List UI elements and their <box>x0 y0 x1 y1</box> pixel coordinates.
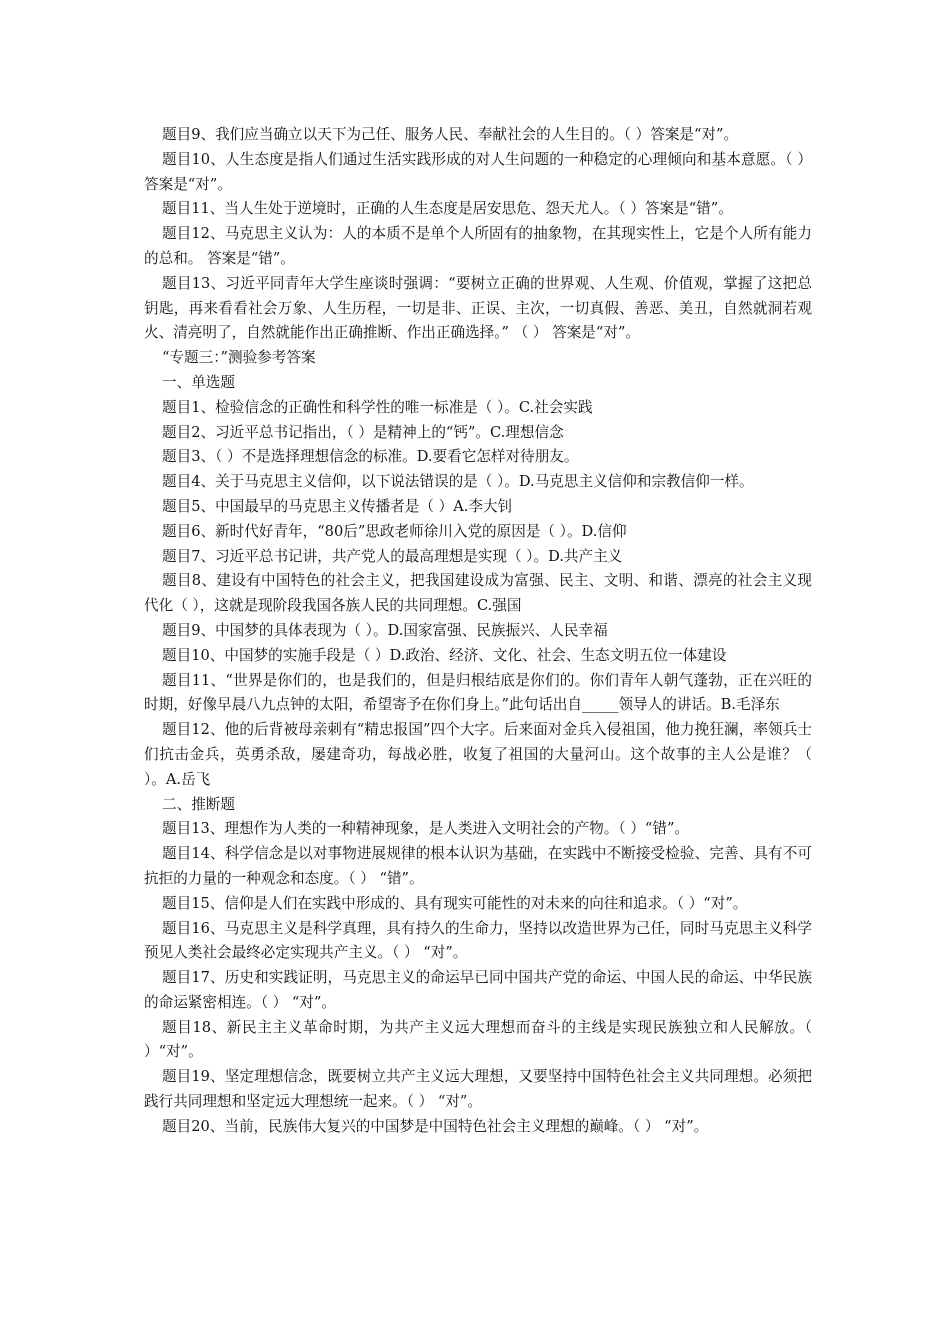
document-body <box>144 123 817 1140</box>
paragraph-q12-human-essence: 题目12、马克思主义认为：人的本质不是单个人所固有的抽象物，在其现实性上，它是个人所有能力的总和。 答案是“错”。 <box>144 225 812 267</box>
paragraph-q9-life-purpose: 题目9、我们应当确立以天下为己任、服务人民、奉献社会的人生目的。（ ）答案是“对”。 <box>162 126 739 143</box>
paragraph-sc-q3: 题目3、（ ）不是选择理想信念的标准。D.要看它怎样对待朋友。 <box>162 448 579 466</box>
paragraph-sc-q11: 题目11、“世界是你们的，也是我们的，但是归根结底是你们的。你们青年人朝气蓬勃，正在兴旺的时期，好像早晨八九点钟的太阳，希望寄予在你们身上。”此句话出自_____领导人的讲话。B.毛泽东 <box>144 671 812 714</box>
paragraph-tf-q16: 题目16、马克思主义是科学真理，具有持久的生命力，坚持以改造世界为己任，同时马克思主义科学预见人类社会最终必定实现共产主义。（ ） “对”。 <box>144 919 812 962</box>
paragraph-sc-q6: 题目6、新时代好青年，“80后”思政老师徐川入党的原因是（ ）。D.信仰 <box>162 522 627 540</box>
paragraph-tf-q19: 题目19、坚定理想信念，既要树立共产主义远大理想，又要坚持中国特色社会主义共同理想。必须把践行共同理想和坚定远大理想统一起来。（ ） “对”。 <box>144 1068 812 1111</box>
paragraph-sc-q5: 题目5、中国最早的马克思主义传播者是（ ）A.李大钊 <box>162 497 513 515</box>
section-heading-topic-three: “专题三：”测验参考答案 <box>162 349 316 367</box>
paragraph-tf-q14: 题目14、科学信念是以对事物进展规律的根本认识为基础，在实践中不断接受检验、完善、具有不可抗拒的力量的一种观念和态度。（ ） “错”。 <box>144 845 812 887</box>
paragraph-sc-q8: 题目8、建设有中国特色的社会主义，把我国建设成为富强、民主、文明、和谐、漂亮的社会主义现代化（ ），这就是现阶段我国各族人民的共同理想。C.强国 <box>144 572 812 615</box>
paragraph-tf-q17: 题目17、历史和实践证明，马克思主义的命运早已同中国共产党的命运、中国人民的命运、中华民族的命运紧密相连。（ ） “对”。 <box>144 969 812 1011</box>
paragraph-sc-q12: 题目12、他的后背被母亲刺有“精忠报国”四个大字。后来面对金兵入侵祖国，他力挽狂澜，率领兵士们抗击金兵，英勇杀敌，屡建奇功，每战必胜，收复了祖国的大量河山。这个故事的主人公是谁？（ ）。A.岳飞 <box>144 721 817 788</box>
paragraph-q10-life-attitude: 题目10、人生态度是指人们通过生活实践形成的对人生问题的一种稳定的心理倾向和基本意愿。（ ）答案是“对”。 <box>144 150 812 193</box>
paragraph-sc-q2: 题目2、习近平总书记指出，（ ）是精神上的“钙”。C.理想信念 <box>162 423 564 441</box>
paragraph-tf-q15: 题目15、信仰是人们在实践中形成的、具有现实可能性的对未来的向往和追求。（ ）“对”。 <box>162 894 748 912</box>
section-heading-single-choice: 一、单选题 <box>162 373 235 391</box>
paragraph-sc-q10: 题目10、中国梦的实施手段是（ ）D.政治、经济、文化、社会、生态文明五位一体建设 <box>162 646 727 664</box>
paragraph-sc-q1: 题目1、检验信念的正确性和科学性的唯一标准是（ ）。C.社会实践 <box>162 398 593 416</box>
paragraph-tf-q13: 题目13、理想作为人类的一种精神现象，是人类进入文明社会的产物。（ ）“错”。 <box>162 820 690 838</box>
paragraph-q11-adversity: 题目11、当人生处于逆境时，正确的人生态度是居安思危、怨天尤人。（ ）答案是“错”。 <box>162 200 733 218</box>
paragraph-sc-q4: 题目4、关于马克思主义信仰，以下说法错误的是（ ）。D.马克思主义信仰和宗教信仰一样。 <box>162 473 754 491</box>
paragraph-q13-master-key: 题目13、习近平同青年大学生座谈时强调：“要树立正确的世界观、人生观、价值观，掌握了这把总钥匙，再来看看社会万象、人生历程，一切是非、正误、主次，一切真假、善恶、美丑，自然就洞若观火、清亮明了，自然就能作出正确推断、作出正确选择。” （ ） 答案是“对”。 <box>144 274 812 342</box>
paragraph-tf-q18: 题目18、新民主主义革命时期，为共产主义远大理想而奋斗的主线是实现民族独立和人民解放。（ ）“对”。 <box>144 1018 817 1061</box>
section-heading-judgment: 二、推断题 <box>162 795 235 813</box>
paragraph-tf-q20: 题目20、当前，民族伟大复兴的中国梦是中国特色社会主义理想的巅峰。（ ） “对”。 <box>162 1117 709 1135</box>
paragraph-sc-q9: 题目9、中国梦的具体表现为（ ）。D.国家富强、民族振兴、人民幸福 <box>162 621 608 639</box>
paragraph-sc-q7: 题目7、习近平总书记讲，共产党人的最高理想是实现（ ）。D.共产主义 <box>162 547 623 565</box>
